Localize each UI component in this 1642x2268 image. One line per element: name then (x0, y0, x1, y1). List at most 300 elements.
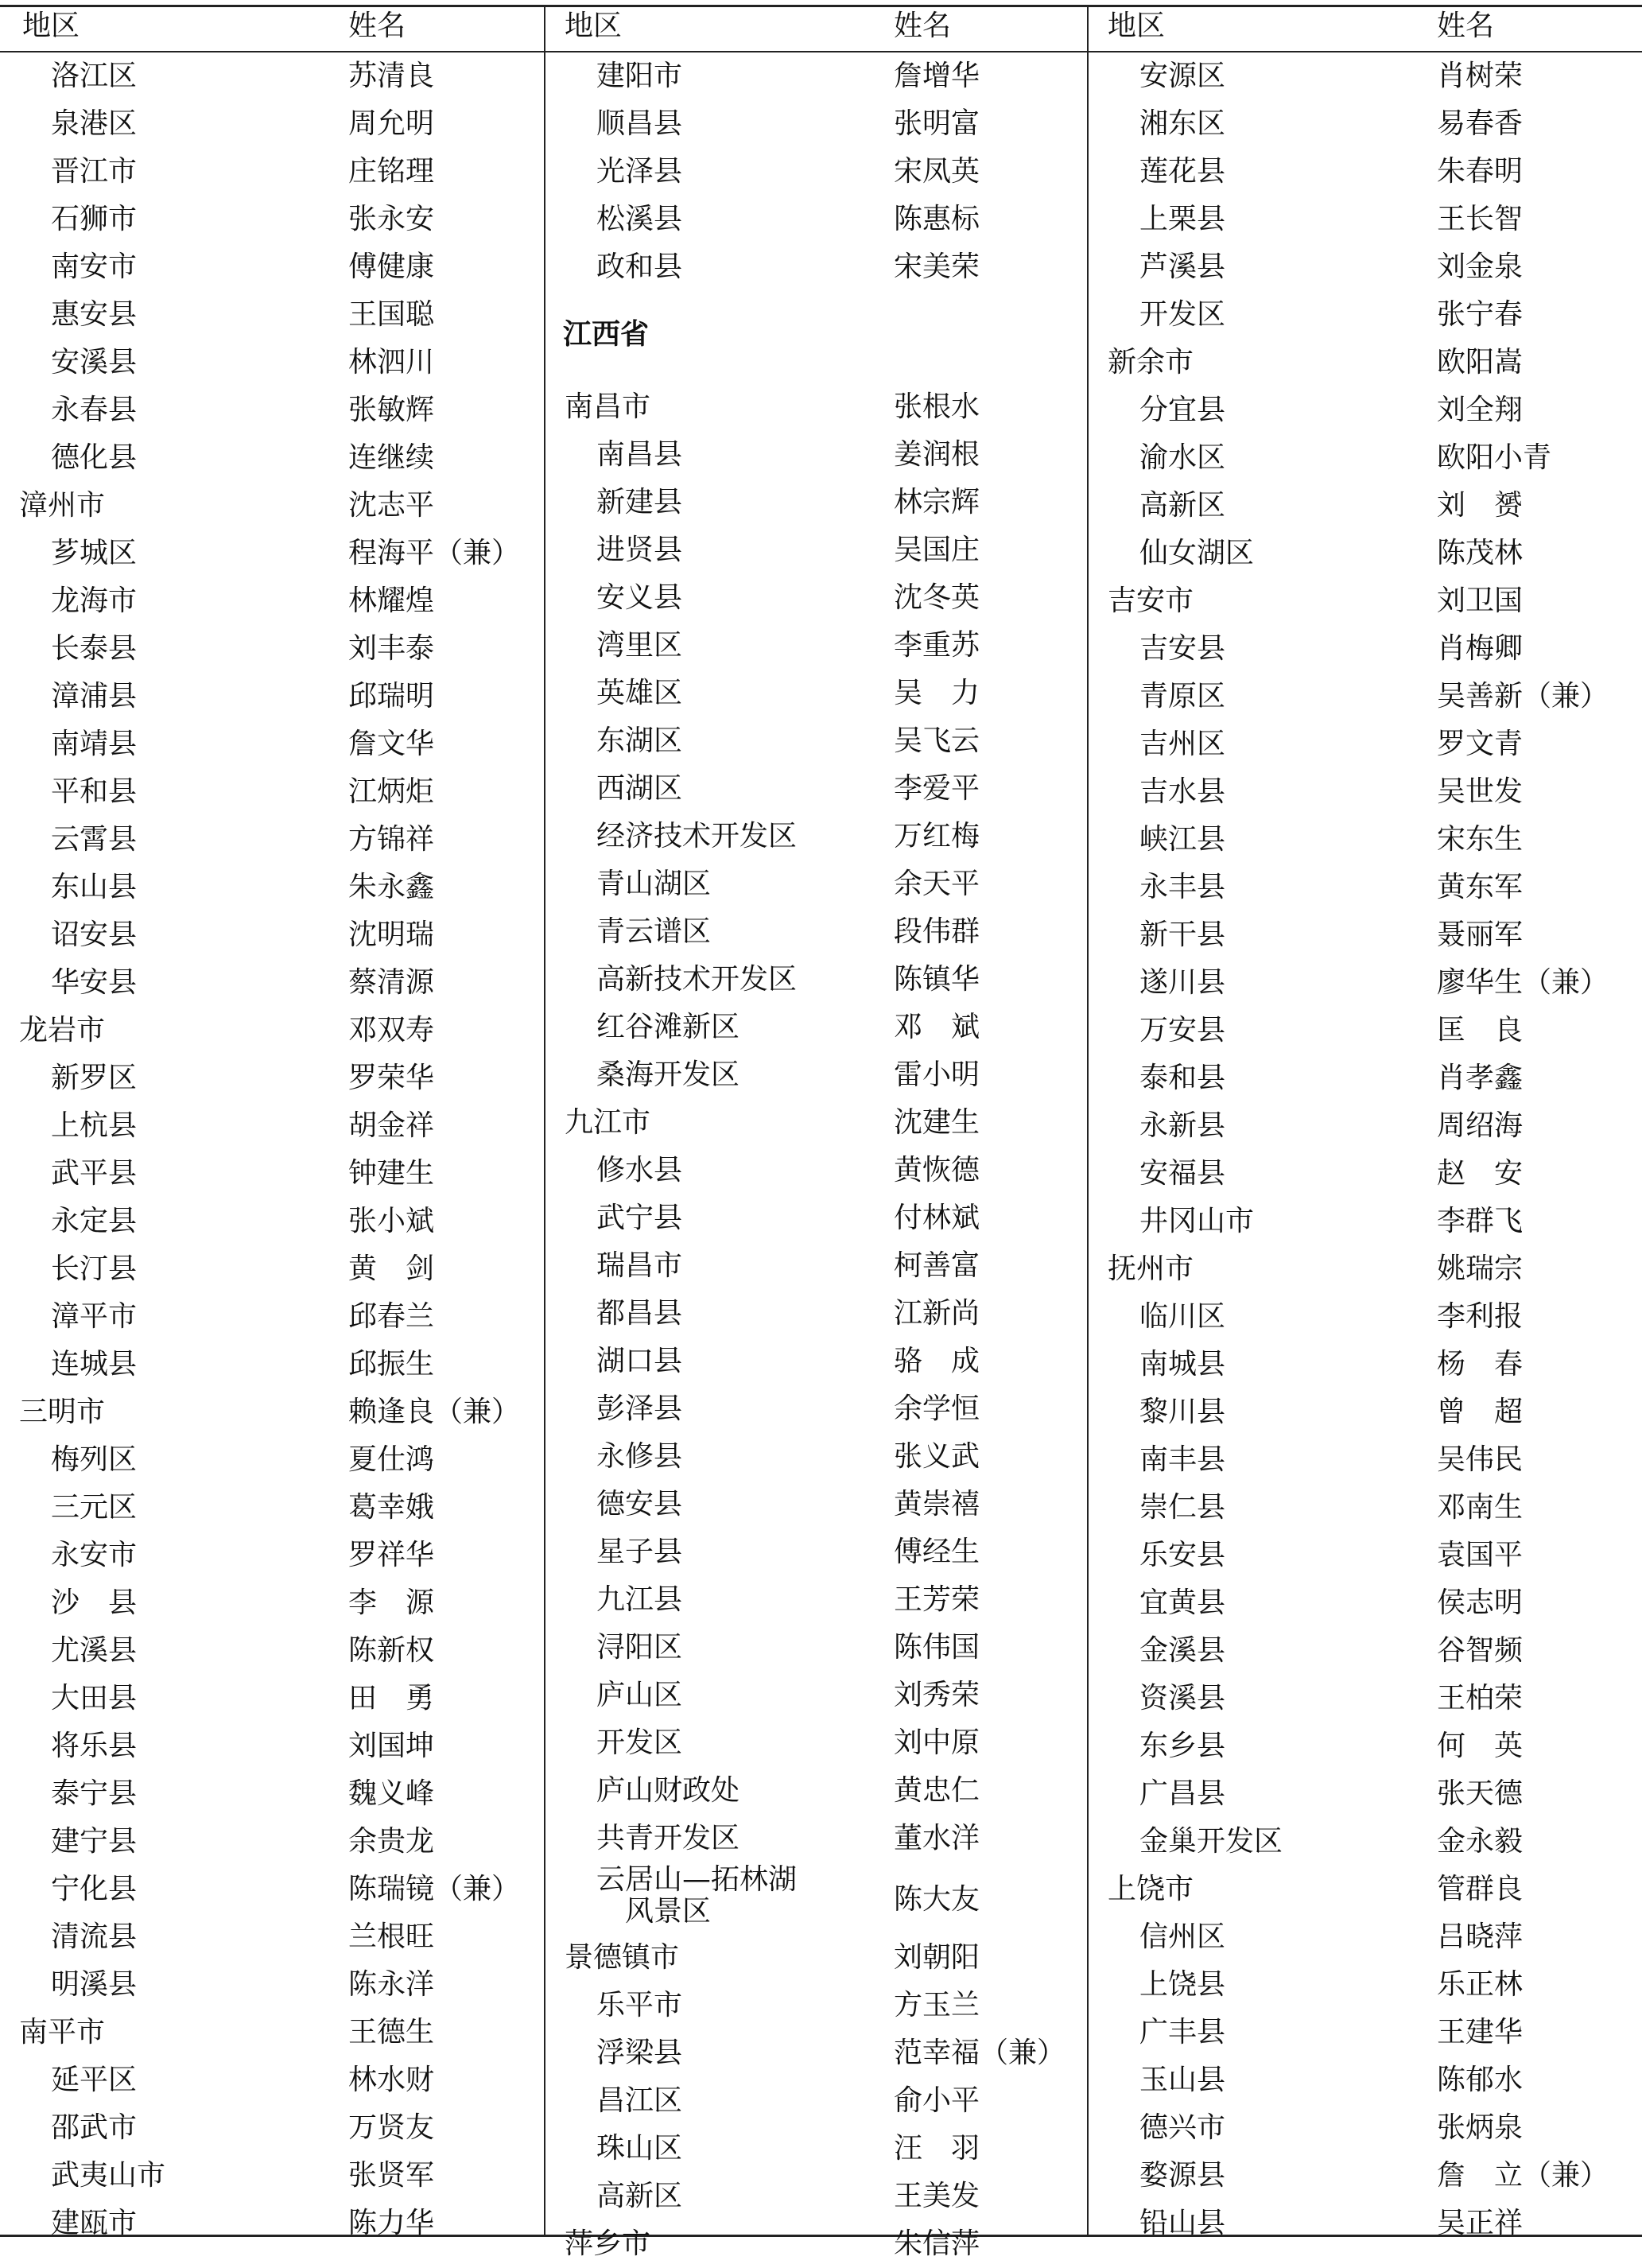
region-name: 建宁县 (51, 1825, 138, 1858)
region-name: 云居山—拓林湖 风景区 (596, 1863, 798, 1928)
person-name: 朱春明 (1437, 155, 1524, 188)
region-name: 德兴市 (1139, 2111, 1226, 2144)
region-name: 金溪县 (1139, 1634, 1226, 1667)
header-region: 地区 (1108, 10, 1166, 42)
district-row (545, 526, 1087, 574)
column-header (1089, 0, 1642, 52)
person-name: 王长智 (1437, 203, 1524, 235)
person-name: 李爱平 (894, 772, 980, 805)
region-name: 武夷山市 (51, 2159, 166, 2192)
district-row (1089, 1293, 1642, 1341)
district-row (545, 1433, 1087, 1481)
district-row (1089, 434, 1642, 482)
district-row (1089, 1961, 1642, 2009)
person-name: 邱春兰 (348, 1300, 435, 1333)
district-row (545, 1672, 1087, 1719)
person-name: 邓 斌 (894, 1011, 980, 1043)
region-name: 吉安县 (1139, 632, 1226, 665)
district-row (545, 1982, 1087, 2029)
person-name: 吴正祥 (1437, 2207, 1524, 2239)
person-name: 陈伟国 (894, 1631, 980, 1664)
person-name: 姚瑞宗 (1437, 1252, 1524, 1285)
region-name: 三元区 (51, 1491, 138, 1524)
district-row (0, 243, 544, 291)
person-name: 李重苏 (894, 629, 980, 662)
region-name: 金巢开发区 (1139, 1825, 1283, 1858)
person-name: 苏清良 (348, 60, 435, 92)
district-row (0, 2056, 544, 2104)
region-name: 崇仁县 (1139, 1491, 1226, 1524)
person-name: 刘 赟 (1437, 489, 1524, 522)
district-row (1089, 1579, 1642, 1627)
person-name: 沈冬英 (894, 581, 980, 614)
district-row (1089, 1341, 1642, 1388)
person-name: 王芳荣 (894, 1583, 980, 1616)
district-row (0, 1341, 544, 1388)
person-name: 傅经生 (894, 1536, 980, 1568)
district-row (545, 956, 1087, 1004)
region-name: 安溪县 (51, 346, 138, 379)
region-name: 青云谱区 (596, 915, 712, 948)
city-row (1089, 339, 1642, 386)
person-name: 赵 安 (1437, 1157, 1524, 1190)
header-name: 姓名 (894, 10, 952, 42)
district-row (0, 1436, 544, 1484)
district-row (0, 1866, 544, 1913)
person-name: 杨 春 (1437, 1348, 1524, 1381)
city-row (1089, 1245, 1642, 1293)
region-name: 彭泽县 (596, 1392, 683, 1425)
district-row (545, 717, 1087, 765)
district-row (0, 1484, 544, 1532)
district-row (1089, 2104, 1642, 2152)
region-name: 石狮市 (51, 203, 138, 235)
region-name: 临川区 (1139, 1300, 1226, 1333)
district-row (1089, 1818, 1642, 1866)
person-name: 黄恢德 (894, 1154, 980, 1186)
region-name: 华安县 (51, 966, 138, 999)
district-row (1089, 1770, 1642, 1818)
person-name: 姜润根 (894, 438, 980, 471)
district-row (1089, 243, 1642, 291)
person-name: 易春香 (1437, 107, 1524, 140)
district-row (0, 291, 544, 339)
person-name: 江新尚 (894, 1297, 980, 1330)
region-name: 洛江区 (51, 60, 138, 92)
person-name: 张宁春 (1437, 298, 1524, 331)
person-name: 葛幸娥 (348, 1491, 435, 1524)
person-name: 匡 良 (1437, 1014, 1524, 1047)
region-name: 吉州区 (1139, 728, 1226, 760)
region-name: 九江县 (596, 1583, 683, 1616)
person-name: 沈志平 (348, 489, 435, 522)
region-name: 南平市 (19, 2016, 106, 2049)
region-name: 漳州市 (19, 489, 106, 522)
city-row (1089, 1866, 1642, 1913)
person-name: 邓双寿 (348, 1014, 435, 1047)
city-row (545, 1934, 1087, 1982)
person-name: 刘秀荣 (894, 1679, 980, 1711)
district-row (0, 1150, 544, 1198)
district-row (0, 2200, 544, 2247)
district-row (1089, 1722, 1642, 1770)
person-name: 张明富 (894, 107, 980, 140)
person-name: 魏义峰 (348, 1777, 435, 1810)
region-name: 光泽县 (596, 155, 683, 188)
region-name: 资溪县 (1139, 1682, 1226, 1715)
district-row (1089, 768, 1642, 816)
district-row (545, 908, 1087, 956)
district-row (0, 386, 544, 434)
region-name: 瑞昌市 (596, 1249, 683, 1282)
district-row (545, 1719, 1087, 1767)
district-row (545, 2173, 1087, 2220)
region-name: 上杭县 (51, 1109, 138, 1142)
district-row (545, 479, 1087, 526)
district-row (545, 1194, 1087, 1242)
district-row (1089, 52, 1642, 100)
region-name: 桑海开发区 (596, 1058, 740, 1091)
person-name: 曾 超 (1437, 1396, 1524, 1428)
person-name: 方锦祥 (348, 823, 435, 856)
person-name: 付林斌 (894, 1202, 980, 1234)
person-name: 方玉兰 (894, 1989, 980, 2021)
person-name: 宋美荣 (894, 250, 980, 283)
region-name: 大田县 (51, 1682, 138, 1715)
region-name: 湾里区 (596, 629, 683, 662)
person-name: 赖逢良（兼） (348, 1396, 521, 1428)
region-name: 安福县 (1139, 1157, 1226, 1190)
person-name: 朱信萍 (894, 2227, 980, 2260)
person-name: 罗荣华 (348, 1062, 435, 1094)
person-name: 吴善新（兼） (1437, 680, 1609, 713)
person-name: 张永安 (348, 203, 435, 235)
person-name: 林泗川 (348, 346, 435, 379)
region-name: 红谷滩新区 (596, 1011, 740, 1043)
person-name: 邱瑞明 (348, 680, 435, 713)
region-name: 遂川县 (1139, 966, 1226, 999)
person-name: 黄东军 (1437, 871, 1524, 903)
person-name: 胡金祥 (348, 1109, 435, 1142)
person-name: 周允明 (348, 107, 435, 140)
person-name: 詹文华 (348, 728, 435, 760)
person-name: 田 勇 (348, 1682, 435, 1715)
region-name: 泰和县 (1139, 1062, 1226, 1094)
person-name: 刘卫国 (1437, 584, 1524, 617)
person-name: 吴飞云 (894, 724, 980, 757)
region-name: 信州区 (1139, 1920, 1226, 1953)
column-header (545, 0, 1087, 52)
region-name: 漳浦县 (51, 680, 138, 713)
person-name: 朱永鑫 (348, 871, 435, 903)
district-row (1089, 2056, 1642, 2104)
region-name: 建瓯市 (51, 2207, 138, 2239)
district-row (545, 1481, 1087, 1528)
region-name: 西湖区 (596, 772, 683, 805)
person-name: 刘朝阳 (894, 1941, 980, 1974)
district-row (545, 1624, 1087, 1672)
header-name: 姓名 (1437, 10, 1495, 42)
region-name: 峡江县 (1139, 823, 1226, 856)
person-name: 张贤军 (348, 2159, 435, 2192)
region-name: 南安市 (51, 250, 138, 283)
city-row (0, 2009, 544, 2056)
person-name: 林耀煌 (348, 584, 435, 617)
region-name: 井冈山市 (1139, 1205, 1255, 1237)
district-row (545, 2029, 1087, 2077)
district-row (545, 1767, 1087, 1815)
region-name: 连城县 (51, 1348, 138, 1381)
city-row (0, 482, 544, 530)
province-heading (545, 291, 1087, 383)
person-name: 刘全翔 (1437, 394, 1524, 426)
district-row (0, 530, 544, 577)
person-name: 柯善富 (894, 1249, 980, 1282)
region-name: 顺昌县 (596, 107, 683, 140)
person-name: 聂丽军 (1437, 918, 1524, 951)
person-name: 张天德 (1437, 1777, 1524, 1810)
district-row (0, 339, 544, 386)
person-name: 刘金泉 (1437, 250, 1524, 283)
region-name: 龙岩市 (19, 1014, 106, 1047)
person-name: 陈惠标 (894, 203, 980, 235)
district-row (1089, 2009, 1642, 2056)
district-row (0, 625, 544, 673)
district-row (0, 1675, 544, 1722)
district-row (545, 1815, 1087, 1862)
district-row (1089, 1436, 1642, 1484)
region-name: 德安县 (596, 1488, 683, 1520)
person-name: 董水洋 (894, 1822, 980, 1854)
region-name: 开发区 (596, 1726, 683, 1759)
district-row (0, 673, 544, 720)
person-name: 林宗辉 (894, 486, 980, 518)
district-row (1089, 196, 1642, 243)
region-name: 永安市 (51, 1539, 138, 1571)
column-1 (0, 0, 544, 2239)
person-name: 陈瑞镜（兼） (348, 1873, 521, 1905)
person-name: 连继续 (348, 441, 435, 474)
region-name: 云霄县 (51, 823, 138, 856)
district-row (0, 959, 544, 1007)
person-name: 沈建生 (894, 1106, 980, 1139)
person-name: 黄忠仁 (894, 1774, 980, 1807)
person-name: 袁国平 (1437, 1539, 1524, 1571)
person-name: 肖树荣 (1437, 60, 1524, 92)
city-row (1089, 577, 1642, 625)
district-row (0, 52, 544, 100)
region-name: 南城县 (1139, 1348, 1226, 1381)
district-row (545, 2077, 1087, 2125)
district-row (1089, 148, 1642, 196)
region-name: 南靖县 (51, 728, 138, 760)
person-name: 吴伟民 (1437, 1443, 1524, 1476)
region-name: 东山县 (51, 871, 138, 903)
region-name: 芦溪县 (1139, 250, 1226, 283)
district-row (545, 1004, 1087, 1051)
district-row (0, 1770, 544, 1818)
district-row (0, 577, 544, 625)
district-row (0, 196, 544, 243)
region-name: 青原区 (1139, 680, 1226, 713)
region-name: 永修县 (596, 1440, 683, 1473)
region-name: 东乡县 (1139, 1730, 1226, 1762)
person-name: 兰根旺 (348, 1920, 435, 1953)
region-name: 萍乡市 (565, 2227, 651, 2260)
district-row (1089, 2200, 1642, 2247)
region-name: 安源区 (1139, 60, 1226, 92)
region-name: 明溪县 (51, 1968, 138, 2001)
district-row (545, 574, 1087, 622)
region-name: 进贤县 (596, 534, 683, 566)
region-name: 清流县 (51, 1920, 138, 1953)
region-name: 修水县 (596, 1154, 683, 1186)
person-name: 庄铭理 (348, 155, 435, 188)
district-row (545, 622, 1087, 670)
region-name: 长泰县 (51, 632, 138, 665)
region-name: 宁化县 (51, 1873, 138, 1905)
region-name: 上饶市 (1108, 1873, 1194, 1905)
region-name: 共青开发区 (596, 1822, 740, 1854)
region-name: 广丰县 (1139, 2016, 1226, 2049)
region-name: 新干县 (1139, 918, 1226, 951)
person-name: 余贵龙 (348, 1825, 435, 1858)
region-name: 开发区 (1139, 298, 1226, 331)
region-name: 英雄区 (596, 677, 683, 709)
district-row (545, 431, 1087, 479)
region-name: 湖口县 (596, 1345, 683, 1377)
region-name: 万安县 (1139, 1014, 1226, 1047)
column-2 (545, 0, 1087, 2260)
region-name: 经济技术开发区 (596, 820, 798, 852)
district-row (545, 148, 1087, 196)
district-row (0, 1245, 544, 1293)
region-name: 上饶县 (1139, 1968, 1226, 2001)
person-name: 宋凤英 (894, 155, 980, 188)
region-name: 延平区 (51, 2064, 138, 2096)
district-row (1089, 816, 1642, 864)
region-name: 芗城区 (51, 537, 138, 569)
district-row (0, 2152, 544, 2200)
district-row (1089, 482, 1642, 530)
person-name: 沈明瑞 (348, 918, 435, 951)
header-region: 地区 (22, 10, 80, 42)
person-name: 陈茂林 (1437, 537, 1524, 569)
district-row (0, 816, 544, 864)
header-name: 姓名 (348, 10, 406, 42)
region-name: 星子县 (596, 1536, 683, 1568)
district-row (1089, 1532, 1642, 1579)
person-name: 钟建生 (348, 1157, 435, 1190)
district-row (0, 1818, 544, 1866)
district-row (0, 720, 544, 768)
region-name: 高新区 (596, 2180, 683, 2212)
region-name: 乐安县 (1139, 1539, 1226, 1571)
person-name: 陈新权 (348, 1634, 435, 1667)
person-name: 王美发 (894, 2180, 980, 2212)
district-row (545, 100, 1087, 148)
region-name: 庐山区 (596, 1679, 683, 1711)
person-name: 汪 羽 (894, 2132, 980, 2165)
person-name: 欧阳嵩 (1437, 346, 1524, 379)
region-name: 吉水县 (1139, 775, 1226, 808)
region-name: 德化县 (51, 441, 138, 474)
region-name: 建阳市 (596, 60, 683, 92)
district-row (1089, 1484, 1642, 1532)
district-row (545, 1385, 1087, 1433)
person-name: 邱振生 (348, 1348, 435, 1381)
region-name: 漳平市 (51, 1300, 138, 1333)
region-name: 武宁县 (596, 1202, 683, 1234)
region-name: 抚州市 (1108, 1252, 1194, 1285)
region-name: 沙 县 (51, 1586, 138, 1619)
person-name: 何 英 (1437, 1730, 1524, 1762)
person-name: 李 源 (348, 1586, 435, 1619)
person-name: 范幸福（兼） (894, 2037, 1066, 2069)
person-name: 谷智频 (1437, 1634, 1524, 1667)
region-name: 惠安县 (51, 298, 138, 331)
region-name: 江西省 (563, 318, 650, 351)
district-row (545, 670, 1087, 717)
district-row (1089, 1102, 1642, 1150)
region-name: 永春县 (51, 394, 138, 426)
region-name: 婺源县 (1139, 2159, 1226, 2192)
region-name: 乐平市 (596, 1989, 683, 2021)
region-name: 永丰县 (1139, 871, 1226, 903)
region-name: 南丰县 (1139, 1443, 1226, 1476)
person-name: 雷小明 (894, 1058, 980, 1091)
district-row (1089, 530, 1642, 577)
district-row (545, 1147, 1087, 1194)
region-name: 广昌县 (1139, 1777, 1226, 1810)
person-name: 江炳炬 (348, 775, 435, 808)
region-name: 永定县 (51, 1205, 138, 1237)
district-row (1089, 1913, 1642, 1961)
region-name: 梅列区 (51, 1443, 138, 1476)
district-row (1089, 864, 1642, 911)
district-row (0, 1102, 544, 1150)
district-row (545, 765, 1087, 813)
district-row (545, 243, 1087, 291)
region-name: 永新县 (1139, 1109, 1226, 1142)
district-row (545, 1290, 1087, 1338)
district-row (0, 2104, 544, 2152)
person-name: 罗祥华 (348, 1539, 435, 1571)
person-name: 王柏荣 (1437, 1682, 1524, 1715)
region-name: 珠山区 (596, 2132, 683, 2165)
region-name: 分宜县 (1139, 394, 1226, 426)
person-name: 黄 剑 (348, 1252, 435, 1285)
person-name: 段伟群 (894, 915, 980, 948)
region-name: 龙海市 (51, 584, 138, 617)
district-row (0, 1198, 544, 1245)
region-name: 莲花县 (1139, 155, 1226, 188)
person-name: 吕晓萍 (1437, 1920, 1524, 1953)
region-name: 政和县 (596, 250, 683, 283)
person-name: 俞小平 (894, 2084, 980, 2117)
region-name: 将乐县 (51, 1730, 138, 1762)
district-row (0, 768, 544, 816)
region-name: 仙女湖区 (1139, 537, 1255, 569)
city-row (545, 2220, 1087, 2268)
region-name: 平和县 (51, 775, 138, 808)
person-name: 张小斌 (348, 1205, 435, 1237)
person-name: 李群飞 (1437, 1205, 1524, 1237)
person-name: 吴世发 (1437, 775, 1524, 808)
district-row (0, 1054, 544, 1102)
district-row (1089, 1054, 1642, 1102)
region-name: 南昌市 (565, 390, 651, 423)
